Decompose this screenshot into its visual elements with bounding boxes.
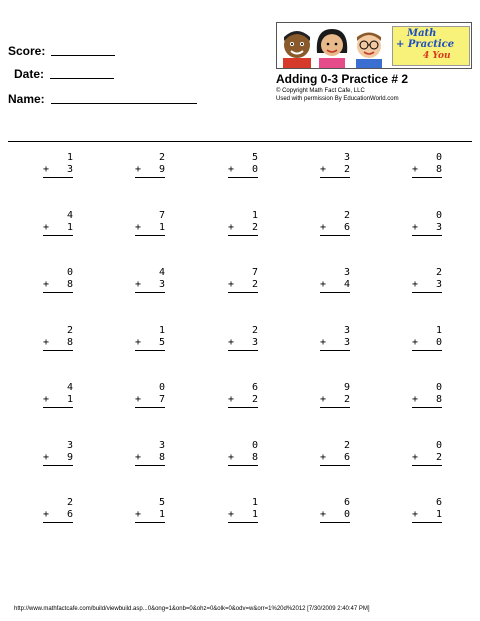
- plus-sign: +: [135, 221, 142, 233]
- addition-problem: [412, 267, 442, 293]
- plus-sign: +: [320, 279, 327, 290]
- addition-problem: [228, 210, 258, 236]
- plus-sign: +: [43, 451, 50, 463]
- addend-top: 2: [66, 497, 73, 508]
- addend-bottom-row: [412, 509, 442, 523]
- addend-top: 3: [66, 439, 73, 451]
- addend-top: 1: [435, 324, 442, 336]
- plus-sign: +: [228, 221, 235, 233]
- plus-sign: +: [412, 451, 419, 463]
- addend-bottom-row: [135, 337, 165, 351]
- addition-problem: [320, 440, 350, 466]
- addend-bottom: 2: [251, 279, 258, 290]
- plus-sign: +: [412, 394, 419, 405]
- addend-top: 0: [435, 209, 442, 221]
- addition-problem: [135, 152, 165, 178]
- addend-top: 2: [66, 324, 73, 336]
- addend-bottom-row: [135, 222, 165, 236]
- date-field: [14, 67, 114, 81]
- addend-top: 2: [251, 324, 258, 336]
- plus-sign: +: [228, 509, 235, 520]
- addition-problem: [135, 267, 165, 293]
- addend-bottom: 2: [435, 451, 442, 463]
- addend-top: 7: [158, 209, 165, 221]
- plus-sign: +: [320, 221, 327, 233]
- addition-problem: [320, 497, 350, 523]
- addend-bottom-row: [320, 394, 350, 408]
- addend-bottom: 1: [66, 394, 73, 405]
- addend-bottom: 3: [435, 279, 442, 290]
- addend-top: 5: [251, 152, 258, 163]
- logo-line-math: Math: [407, 28, 437, 39]
- addition-problem: [412, 440, 442, 466]
- plus-sign: +: [320, 336, 327, 348]
- addition-problem: [135, 382, 165, 408]
- addend-bottom-row: [228, 222, 258, 236]
- problem-row: [0, 382, 480, 418]
- addition-problem: [320, 152, 350, 178]
- addition-problem: [43, 152, 73, 178]
- addend-top: 0: [158, 382, 165, 393]
- plus-sign: +: [135, 336, 142, 348]
- addend-bottom: 6: [66, 509, 73, 520]
- problem-row: [0, 497, 480, 533]
- score-field: [8, 44, 115, 58]
- addend-top: 2: [343, 209, 350, 221]
- addend-bottom: 1: [66, 221, 73, 233]
- addition-problem: [320, 210, 350, 236]
- addend-top: 6: [343, 497, 350, 508]
- plus-sign: +: [412, 221, 419, 233]
- addend-bottom-row: [412, 164, 442, 178]
- addend-top: 1: [158, 324, 165, 336]
- plus-sign: +: [412, 509, 419, 520]
- addend-bottom: 3: [66, 164, 73, 175]
- permission-text: Used with permission By EducationWorld.com: [276, 96, 399, 102]
- addend-top: 6: [435, 497, 442, 508]
- addend-top: 3: [158, 439, 165, 451]
- plus-sign: +: [43, 279, 50, 290]
- date-line: [50, 78, 114, 79]
- worksheet-title: Adding 0-3 Practice # 2: [276, 72, 409, 86]
- addend-bottom: 8: [158, 451, 165, 463]
- addend-bottom-row: [320, 452, 350, 466]
- addend-bottom-row: [320, 337, 350, 351]
- addend-bottom-row: [228, 279, 258, 293]
- addend-top: 6: [251, 382, 258, 393]
- addend-bottom-row: [43, 279, 73, 293]
- addend-bottom-row: [43, 509, 73, 523]
- addend-top: 2: [158, 152, 165, 163]
- addition-problem: [43, 497, 73, 523]
- addend-bottom: 1: [251, 509, 258, 520]
- plus-sign: +: [412, 279, 419, 290]
- plus-sign: +: [228, 336, 235, 348]
- addend-bottom-row: [320, 509, 350, 523]
- plus-sign: +: [43, 221, 50, 233]
- addend-bottom-row: [228, 509, 258, 523]
- problem-row: [0, 152, 480, 188]
- addition-problem: [43, 382, 73, 408]
- addition-problem: [228, 267, 258, 293]
- addition-problem: [320, 267, 350, 293]
- addend-top: 1: [251, 209, 258, 221]
- logo-line-4you: 4 You: [423, 51, 451, 61]
- addend-top: 7: [251, 267, 258, 278]
- addend-top: 3: [343, 267, 350, 278]
- addend-bottom: 1: [158, 221, 165, 233]
- addend-top: 4: [158, 267, 165, 278]
- logo-line-practice: + Practice: [396, 39, 455, 50]
- addition-problem: [43, 440, 73, 466]
- addend-bottom: 3: [251, 336, 258, 348]
- addition-problem: [135, 210, 165, 236]
- addition-problem: [135, 440, 165, 466]
- addend-top: 4: [66, 209, 73, 221]
- addition-problem: [135, 325, 165, 351]
- addend-top: 0: [435, 439, 442, 451]
- addition-problem: [412, 325, 442, 351]
- plus-sign: +: [43, 394, 50, 405]
- addition-problem: [412, 497, 442, 523]
- addend-bottom: 8: [435, 394, 442, 405]
- plus-sign: +: [135, 279, 142, 290]
- header-banner: [276, 22, 472, 69]
- plus-sign: +: [320, 394, 327, 405]
- addend-bottom-row: [43, 394, 73, 408]
- addend-bottom-row: [412, 452, 442, 466]
- addition-problem: [320, 382, 350, 408]
- plus-sign: +: [135, 451, 142, 463]
- addend-bottom: 6: [343, 451, 350, 463]
- addition-problem: [228, 497, 258, 523]
- addition-problem: [228, 440, 258, 466]
- addend-bottom-row: [412, 337, 442, 351]
- problem-row: [0, 210, 480, 246]
- addend-bottom-row: [228, 452, 258, 466]
- math-practice-logo: [392, 26, 470, 66]
- addition-problem: [412, 382, 442, 408]
- addend-top: 4: [66, 382, 73, 393]
- addend-bottom-row: [320, 222, 350, 236]
- problem-row: [0, 440, 480, 476]
- problem-row: [0, 267, 480, 303]
- plus-sign: +: [320, 509, 327, 520]
- plus-sign: +: [412, 164, 419, 175]
- addend-top: 0: [251, 439, 258, 451]
- addition-problem: [43, 325, 73, 351]
- addend-bottom: 2: [343, 394, 350, 405]
- plus-sign: +: [135, 394, 142, 405]
- addend-bottom-row: [135, 164, 165, 178]
- footer-url: http://www.mathfactcafe.com/build/viewbuild.asp...0&ong=1&onb=0&ohz=0&olk=0&odv=w&orr=1%20d%2012 [7/30/2009 2:40:47 PM]: [14, 606, 370, 612]
- addend-top: 0: [435, 382, 442, 393]
- addend-bottom: 0: [343, 509, 350, 520]
- addend-bottom: 3: [343, 336, 350, 348]
- addition-problem: [412, 210, 442, 236]
- addend-bottom: 7: [158, 394, 165, 405]
- plus-sign: +: [43, 164, 50, 175]
- addend-bottom-row: [135, 279, 165, 293]
- addend-bottom-row: [412, 394, 442, 408]
- addend-bottom: 8: [435, 164, 442, 175]
- addend-top: 2: [435, 267, 442, 278]
- addend-bottom: 5: [158, 336, 165, 348]
- copyright-text: © Copyright Math Fact Cafe, LLC: [276, 88, 365, 94]
- addend-bottom: 2: [251, 394, 258, 405]
- plus-sign: +: [228, 451, 235, 463]
- section-divider: [8, 141, 472, 142]
- addend-bottom-row: [43, 222, 73, 236]
- plus-sign: +: [135, 164, 142, 175]
- plus-sign: +: [228, 394, 235, 405]
- plus-sign: +: [228, 279, 235, 290]
- addend-bottom-row: [320, 164, 350, 178]
- addend-bottom: 4: [343, 279, 350, 290]
- plus-sign: +: [43, 509, 50, 520]
- date-label: Date:: [14, 67, 45, 81]
- addend-bottom-row: [228, 337, 258, 351]
- addend-top: 9: [343, 382, 350, 393]
- plus-sign: +: [228, 164, 235, 175]
- addend-bottom: 0: [435, 336, 442, 348]
- addend-bottom-row: [135, 509, 165, 523]
- addend-bottom: 2: [343, 164, 350, 175]
- addend-bottom: 3: [158, 279, 165, 290]
- addend-bottom: 9: [66, 451, 73, 463]
- addition-problem: [43, 267, 73, 293]
- addend-bottom-row: [320, 279, 350, 293]
- name-line: [51, 103, 197, 104]
- plus-sign: +: [412, 336, 419, 348]
- addend-top: 2: [343, 439, 350, 451]
- addend-top: 1: [251, 497, 258, 508]
- addend-bottom: 8: [66, 336, 73, 348]
- addend-top: 1: [66, 152, 73, 163]
- plus-sign: +: [320, 164, 327, 175]
- addend-bottom-row: [135, 394, 165, 408]
- plus-sign: +: [320, 451, 327, 463]
- addend-bottom-row: [43, 452, 73, 466]
- problem-row: [0, 325, 480, 361]
- addend-top: 5: [158, 497, 165, 508]
- addend-bottom-row: [228, 394, 258, 408]
- addition-problem: [228, 152, 258, 178]
- addition-problem: [412, 152, 442, 178]
- addend-bottom: 1: [435, 509, 442, 520]
- plus-sign: +: [43, 336, 50, 348]
- addend-bottom: 9: [158, 164, 165, 175]
- addition-problem: [43, 210, 73, 236]
- addend-bottom-row: [228, 164, 258, 178]
- plus-sign: +: [135, 509, 142, 520]
- score-label: Score:: [8, 44, 46, 58]
- addend-bottom: 1: [158, 509, 165, 520]
- name-label: Name:: [8, 92, 45, 106]
- addend-bottom: 8: [66, 279, 73, 290]
- addend-top: 0: [66, 267, 73, 278]
- addend-bottom-row: [135, 452, 165, 466]
- addend-top: 3: [343, 152, 350, 163]
- score-line: [51, 55, 115, 56]
- addend-bottom-row: [412, 279, 442, 293]
- addend-bottom-row: [412, 222, 442, 236]
- addend-top: 3: [343, 324, 350, 336]
- addition-problem: [228, 382, 258, 408]
- addend-top: 0: [435, 152, 442, 163]
- addition-problem: [320, 325, 350, 351]
- addition-problem: [228, 325, 258, 351]
- addend-bottom-row: [43, 164, 73, 178]
- addition-problem: [135, 497, 165, 523]
- addend-bottom: 2: [251, 221, 258, 233]
- addend-bottom: 8: [251, 451, 258, 463]
- name-field: [8, 92, 197, 106]
- addend-bottom-row: [43, 337, 73, 351]
- addend-bottom: 3: [435, 221, 442, 233]
- addend-bottom: 0: [251, 164, 258, 175]
- addend-bottom: 6: [343, 221, 350, 233]
